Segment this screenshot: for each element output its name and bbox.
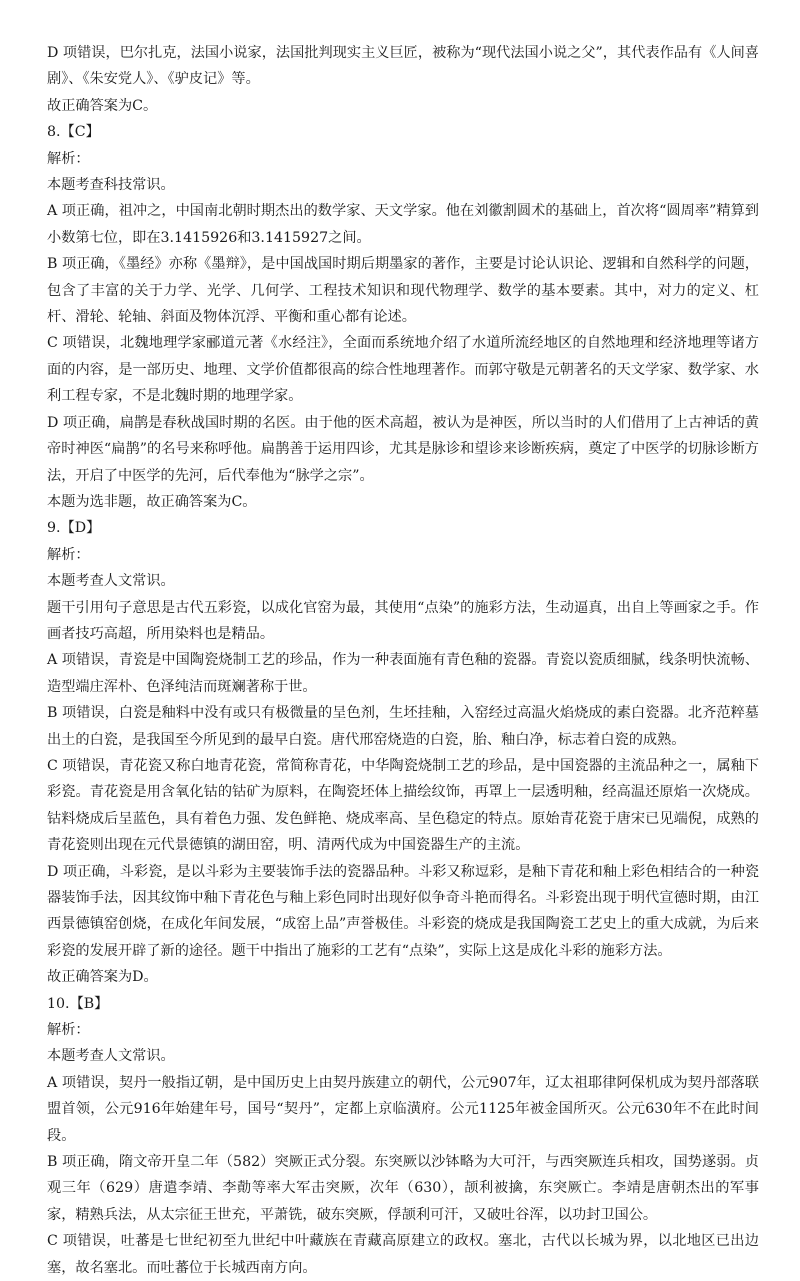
paragraph-q8-option-a: A 项正确，祖冲之，中国南北朝时期杰出的数学家、天文学家。他在刘徽割圆术的基础上，首次将“圆周率”精算到小数第七位，即在3.1415926和3.1415927之间。 bbox=[47, 203, 759, 246]
paragraph-q9-option-b: B 项错误，白瓷是釉料中没有或只有极微量的呈色剂，生坯挂釉，入窑经过高温火焰烧成的素白瓷器。北齐范粹墓出土的白瓷，是我国至今所见到的最早白瓷。唐代邢窑烧造的白瓷，胎、釉白净，标志着白瓷的成熟。 bbox=[47, 705, 759, 748]
paragraph-q9-answer: 故正确答案为D。 bbox=[47, 969, 158, 986]
heading-q10: 10.【B】 bbox=[47, 995, 109, 1012]
paragraph-q9-stem: 题干引用句子意思是古代五彩瓷，以成化官窑为最，其使用“点染”的施彩方法，生动逼真，出自上等画家之手。作画者技巧高超，所用染料也是精品。 bbox=[47, 599, 759, 642]
paragraph-q8-option-b: B 项正确，《墨经》亦称《墨辩》，是中国战国时期后期墨家的著作，主要是讨论认识论、逻辑和自然科学的问题，包含了丰富的关于力学、光学、几何学、工程技术知识和现代物理学、数学的基本要素。其中，对力的定义、杠杆、滑轮、轮轴、斜面及物体沉浮、平衡和重心都有论述。 bbox=[47, 256, 759, 326]
heading-q9: 9.【D】 bbox=[47, 520, 101, 537]
paragraph-q10-topic: 本题考查人文常识。 bbox=[47, 1048, 175, 1065]
paragraph-q8-option-c: C 项错误，北魏地理学家郦道元著《水经注》，全面而系统地介绍了水道所流经地区的自然地理和经济地理等诸方面的内容，是一部历史、地理、文学价值都很高的综合性地理著作。而郭守敬是元朝著名的天文学家、数学家、水利工程专家，不是北魏时期的地理学家。 bbox=[47, 335, 759, 405]
paragraph-q8-analysis-label: 解析： bbox=[47, 150, 90, 167]
paragraph-q9-option-c: C 项错误，青花瓷又称白地青花瓷，常简称青花，中华陶瓷烧制工艺的珍品，是中国瓷器的主流品种之一，属釉下彩瓷。青花瓷是用含氧化钴的钴矿为原料，在陶瓷坯体上描绘纹饰，再罩上一层透明釉，经高温还原焰一次烧成。钴料烧成后呈蓝色，具有着色力强、发色鲜艳、烧成率高、呈色稳定的特点。原始青花瓷于唐宋已见端倪，成熟的青花瓷则出现在元代景德镇的湖田窑，明、清两代成为中国瓷器生产的主流。 bbox=[47, 757, 759, 854]
paragraph-q9-option-a: A 项错误，青瓷是中国陶瓷烧制工艺的珍品，作为一种表面施有青色釉的瓷器。青瓷以瓷质细腻，线条明快流畅、造型端庄浑朴、色泽纯洁而斑斓著称于世。 bbox=[47, 652, 759, 695]
paragraph-q7-option-d: D 项错误，巴尔扎克，法国小说家，法国批判现实主义巨匠，被称为“现代法国小说之父”，其代表作品有《人间喜剧》、《朱安党人》、《驴皮记》等。 bbox=[47, 45, 759, 88]
paragraph-q8-option-d: D 项正确，扁鹊是春秋战国时期的名医。由于他的医术高超，被认为是神医，所以当时的人们借用了上古神话的黄帝时神医“扁鹊”的名号来称呼他。扁鹊善于运用四诊，尤其是脉诊和望诊来诊断疾病，奠定了中医学的切脉诊断方法，开启了中医学的先河，后代奉他为“脉学之宗”。 bbox=[47, 414, 759, 484]
paragraph-q10-option-b: B 项正确，隋文帝开皇二年（582）突厥正式分裂。东突厥以沙钵略为大可汗，与西突厥连兵相攻，国势遂弱。贞观三年（629）唐遣李靖、李勣等率大军击突厥，次年（630），颉利被擒，东突厥亡。李靖是唐朝杰出的军事家，精熟兵法，从太宗征王世充，平萧铣，破东突厥，俘颉利可汗，又破吐谷浑，以功封卫国公。 bbox=[47, 1154, 759, 1223]
paragraph-q8-topic: 本题考查科技常识。 bbox=[47, 177, 175, 194]
paragraph-q10-option-a: A 项错误，契丹一般指辽朝，是中国历史上由契丹族建立的朝代，公元907年，辽太祖耶律阿保机成为契丹部落联盟首领，公元916年始建年号，国号“契丹”，定都上京临潢府。公元1125年被金国所灭。公元630年不在此时间段。 bbox=[47, 1074, 759, 1144]
paragraph-q8-answer: 本题为选非题，故正确答案为C。 bbox=[47, 493, 257, 510]
paragraph-q10-analysis-label: 解析： bbox=[47, 1022, 90, 1039]
paragraph-q9-analysis-label: 解析： bbox=[47, 546, 90, 563]
heading-q8: 8.【C】 bbox=[47, 124, 100, 141]
paragraph-q9-option-d: D 项正确，斗彩瓷，是以斗彩为主要装饰手法的瓷器品种。斗彩又称逗彩，是釉下青花和釉上彩色相结合的一种瓷器装饰手法，因其纹饰中釉下青花色与釉上彩色同时出现好似争奇斗艳而得名。斗彩瓷出现于明代宣德时期，由江西景德镇窑创烧，在成化年间发展，“成窑上品”声誉极佳。斗彩瓷的烧成是我国陶瓷工艺史上的重大成就，为后来彩瓷的发展开辟了新的途径。题干中指出了施彩的工艺有“点染”，实际上这是成化斗彩的施彩方法。 bbox=[47, 863, 759, 959]
paragraph-q7-answer: 故正确答案为C。 bbox=[47, 97, 158, 114]
answer-explanation-page bbox=[47, 40, 759, 1281]
paragraph-q10-option-c: C 项错误，吐蕃是七世纪初至九世纪中叶藏族在青藏高原建立的政权。塞北，古代以长城为界，以北地区已出边塞，故名塞北。而吐蕃位于长城西南方向。 bbox=[47, 1233, 759, 1276]
paragraph-q9-topic: 本题考查人文常识。 bbox=[47, 573, 175, 590]
